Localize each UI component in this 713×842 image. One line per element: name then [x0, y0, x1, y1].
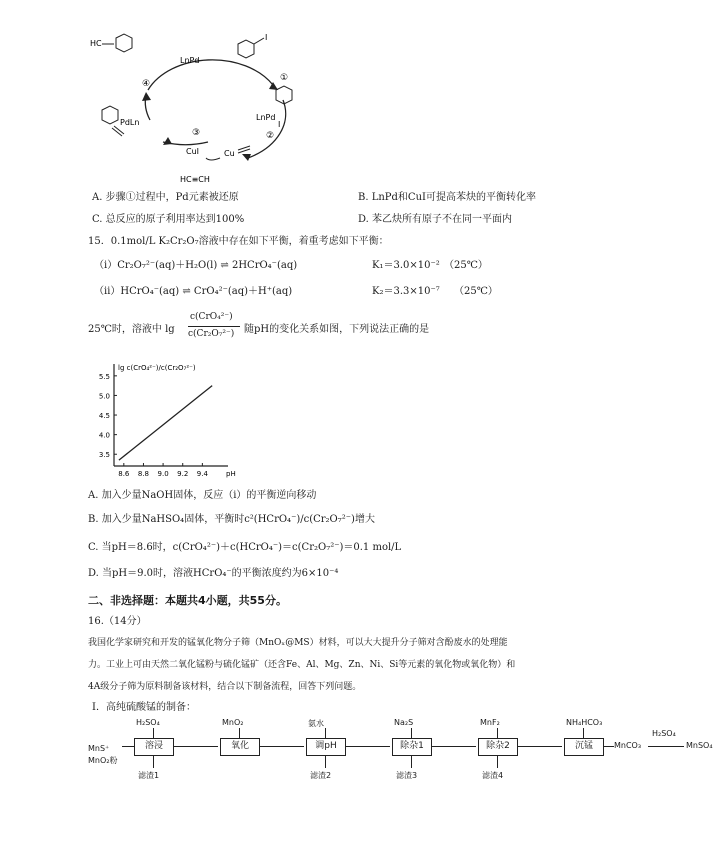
x-axis-label: pH [226, 470, 236, 478]
step-4-label: ④ [142, 79, 151, 89]
flow-arrow [518, 746, 562, 747]
flow-step-box: 氧化 [220, 738, 260, 756]
label-lnpd-top: LnPd [180, 56, 200, 65]
label-acetylene: HC≡CH [180, 175, 210, 184]
q15-eq2-temp: （25℃） [454, 286, 498, 297]
flow-product-2: MnSO₄ [686, 741, 713, 750]
step-2-label: ② [266, 131, 275, 141]
q15-option-b: B. 加入少量NaHSO₄固体，平衡时c²(HCrO₄⁻)/c(Cr₂O₇²⁻)增大 [88, 514, 375, 525]
flow-arrow [432, 746, 476, 747]
flow-reagent-arrow [583, 728, 584, 738]
step-3-label: ③ [192, 128, 201, 138]
q15-eq2: （ⅱ）HCrO₄⁻(aq) ⇌ CrO₄²⁻(aq)＋H⁺(aq) [94, 286, 293, 297]
flow-step-box: 沉锰 [564, 738, 604, 756]
flow-arrow [604, 746, 614, 747]
y-axis-label: lg c(CrO₄²⁻)/c(Cr₂O₇²⁻) [118, 364, 196, 372]
flow-residue: 滤渣3 [396, 771, 418, 780]
label-cui: CuI [186, 147, 200, 156]
q15-frac-den: c(Cr₂O₇²⁻) [188, 329, 235, 339]
q15-frac-bar [188, 326, 240, 327]
flow-reagent-last: H₂SO₄ [652, 729, 676, 738]
x-tick-label: 8.6 [118, 470, 130, 478]
label-pdln-left: PdLn [120, 118, 140, 127]
flow-arrow [174, 746, 218, 747]
q14-option-d: D. 苯乙炔所有原子不在同一平面内 [358, 214, 513, 225]
flow-step-box: 除杂2 [478, 738, 518, 756]
flow-reagent: 氨水 [308, 719, 324, 728]
benzene-ring-icon [116, 34, 132, 52]
cycle-arc-right [248, 100, 286, 158]
flow-residue-arrow [411, 756, 412, 768]
flow-reagent-arrow [411, 728, 412, 738]
flow-step-box: 除杂1 [392, 738, 432, 756]
flow-input-bottom: MnO₂粉 [88, 756, 118, 765]
q14-option-a: A. 步骤①过程中，Pd元素被还原 [92, 192, 239, 203]
cycle-arc-top [148, 60, 273, 90]
label-hc: HC [90, 39, 102, 48]
q16-label: 16.（14分） [88, 616, 147, 627]
y-tick-label: 5.0 [98, 392, 110, 401]
q15-eq1-temp: （25℃） [444, 260, 488, 271]
flow-arrow [648, 746, 684, 747]
q14-option-c: C. 总反应的原子利用率达到100% [92, 214, 245, 225]
q15-stem: 15．0.1mol/L K₂Cr₂O₇溶液中存在如下平衡，着重考虑如下平衡： [88, 236, 389, 247]
flow-input-top: MnS⁺ [88, 744, 110, 753]
label-iodine-right: I [278, 120, 281, 129]
lg-ratio-vs-ph-chart [82, 356, 242, 486]
q15-eq1-k: K₁＝3.0×10⁻² [372, 260, 440, 271]
flow-reagent: MnO₂ [222, 718, 244, 727]
flow-residue: 滤渣1 [138, 771, 160, 780]
q14-option-b: B. LnPd和CuI可提高苯炔的平衡转化率 [358, 192, 536, 203]
flow-step-box: 溶浸 [134, 738, 174, 756]
flow-reagent: NH₄HCO₃ [566, 718, 603, 727]
flow-product-1: MnCO₃ [614, 741, 642, 750]
flow-arrow [260, 746, 304, 747]
step-1-label: ① [280, 73, 289, 83]
y-tick-label: 3.5 [98, 451, 110, 460]
flow-residue-arrow [325, 756, 326, 768]
x-tick-label: 9.2 [177, 470, 189, 478]
flow-residue: 滤渣4 [482, 771, 504, 780]
q15-option-a: A. 加入少量NaOH固体，反应（ⅰ）的平衡逆向移动 [88, 490, 317, 501]
q15-desc-suffix: 随pH的变化关系如图，下列说法正确的是 [244, 324, 430, 335]
x-tick-label: 9.0 [157, 470, 169, 478]
q16-para-line3: 4A级分子筛为原料制备该材料，结合以下制备流程，回答下列问题。 [88, 682, 362, 692]
section2-heading: 二、非选择题：本题共4小题，共55分。 [88, 594, 287, 607]
flow-arrow [346, 746, 390, 747]
label-lnpd-right: LnPd [256, 113, 276, 122]
mnso4-flow-diagram [88, 718, 713, 788]
flow-step-box: 调pH [306, 738, 346, 756]
y-tick-label: 4.5 [98, 412, 110, 421]
q15-desc-prefix: 25℃时，溶液中 lg [88, 324, 175, 335]
flow-reagent: Na₂S [394, 718, 414, 727]
flow-residue: 滤渣2 [310, 771, 332, 780]
q15-eq1: （ⅰ）Cr₂O₇²⁻(aq)＋H₂O(l) ⇌ 2HCrO₄⁻(aq) [94, 260, 298, 271]
y-tick-label: 4.0 [98, 431, 110, 440]
benzene-ring-icon [102, 106, 118, 124]
catalytic-cycle-diagram [88, 30, 328, 190]
q15-eq2-k: K₂＝3.3×10⁻⁷ [372, 286, 440, 297]
q15-option-d: D. 当pH＝9.0时，溶液HCrO₄⁻的平衡浓度约为6×10⁻⁴ [88, 568, 339, 579]
x-tick-label: 9.4 [196, 470, 208, 478]
q16-para-line1: 我国化学家研究和开发的锰氧化物分子筛（MnOₓ@MS）材料，可以大大提升分子筛对含酚废水的处理能 [88, 638, 508, 648]
flow-reagent-arrow [239, 728, 240, 738]
q15-option-c: C. 当pH＝8.6时，c(CrO₄²⁻)＋c(HCrO₄⁻)＝c(Cr₂O₇²⁻)＝0.1 mol/L [88, 542, 402, 553]
benzene-ring-icon [238, 40, 254, 58]
q16-part1: Ⅰ．高纯硫酸锰的制备： [92, 702, 196, 713]
label-iodine: I [265, 33, 268, 42]
flow-arrow [122, 746, 134, 747]
flow-residue-arrow [497, 756, 498, 768]
y-tick-label: 5.5 [98, 372, 110, 381]
flow-reagent-arrow [497, 728, 498, 738]
flow-reagent-arrow [325, 728, 326, 738]
flow-reagent: H₂SO₄ [136, 718, 160, 727]
flow-residue-arrow [153, 756, 154, 768]
flow-reagent: MnF₂ [480, 718, 500, 727]
flow-reagent-arrow [153, 728, 154, 738]
q15-frac-num: c(CrO₄²⁻) [190, 312, 233, 322]
label-cu: Cu [224, 149, 235, 158]
series-line [119, 386, 212, 460]
x-tick-label: 8.8 [137, 470, 150, 478]
q16-para-line2: 力。工业上可由天然二氧化锰粉与硫化锰矿（还含Fe、Al、Mg、Zn、Ni、Si等元素的氧化物或氧化物）和 [88, 660, 516, 670]
